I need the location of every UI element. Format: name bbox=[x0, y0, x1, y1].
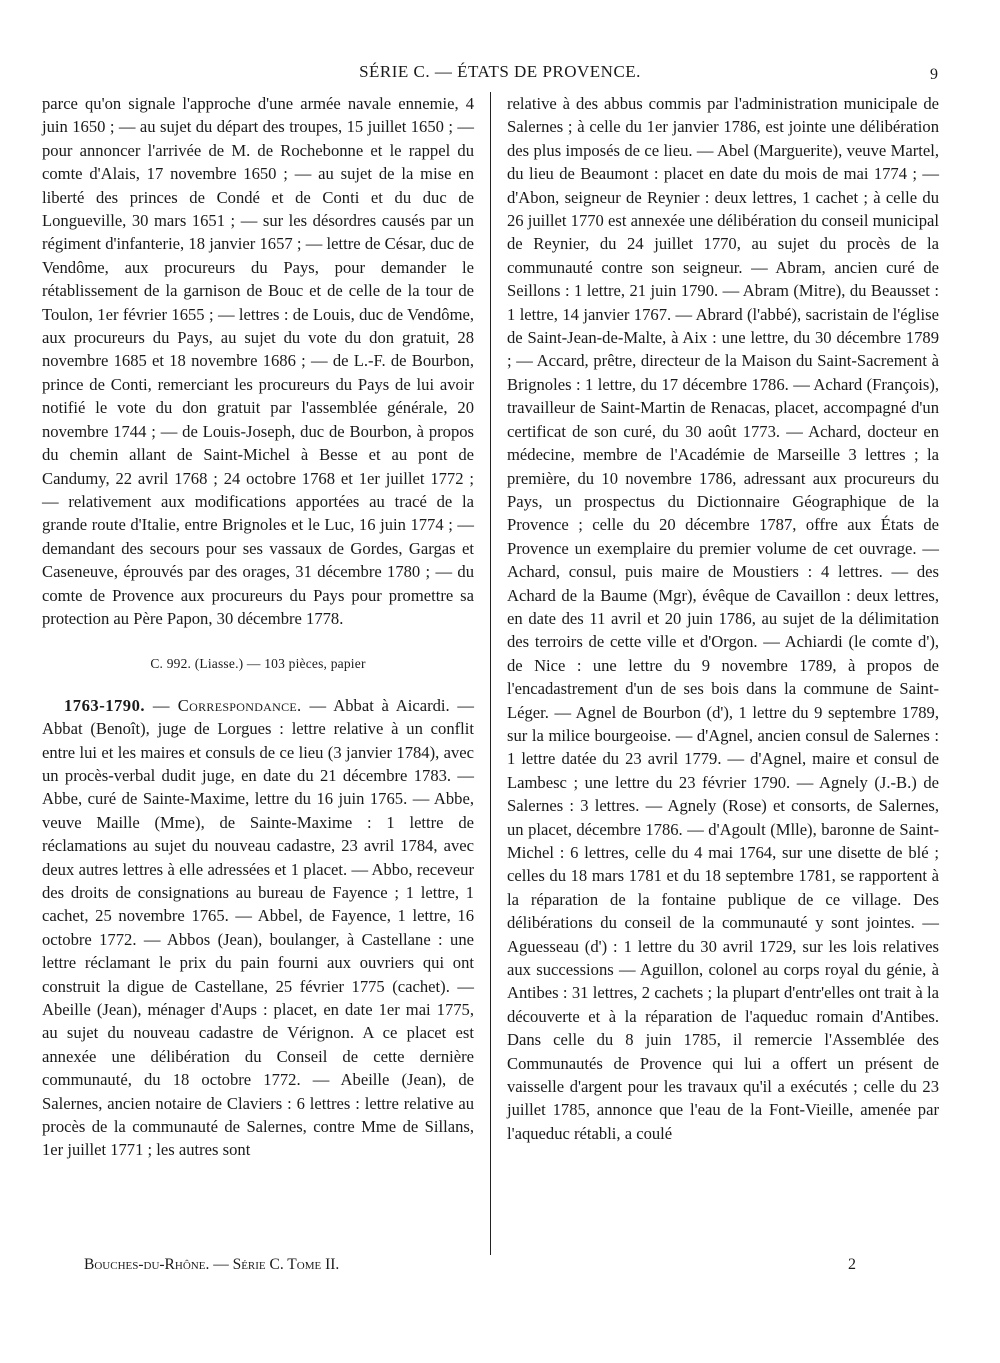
running-head bbox=[0, 62, 1000, 86]
page-footer bbox=[0, 1256, 1000, 1280]
footer-signature: Bouches-du-Rhône. — Série C. Tome II. bbox=[84, 1256, 340, 1273]
entry-text: Abbat à Aicardi. — Abbat (Benoît), juge de Lorgues : lettre relative à un conflit entre lui et les maires et consuls de ce lieu (3 janvier 1784), avec un procès-verbal dudit juge, en date du 21 décembre 1783. — Abbe, curé de Sainte-Maxime, lettre du 16 juin 1765. — Abbe, veuve Maille (Mme), de Sainte-Maxime : 1 lettre de réclamations au sujet du nouveau cadastre, 23 avril 1784, avec deux autres lettres à elle adressées et 1 placet. — Abbo, receveur des droits de consignations au bureau de Fayence ; 1 lettre, 1 cachet, 25 novembre 1765. — Abbel, de Fayence, 1 lettre, 16 octobre 1772. — Abbos (Jean), boulanger, à Castellane : une lettre réclamant le prix du pain fourni aux ouvriers qui ont construit la digue de Castellane, 25 février 1775 (cachet). — Abeille (Jean), ménager d'Aups : placet, en date 1er mai 1775, au sujet du nouveau cadastre de Vérignon. A ce placet est annexée une délibération du Conseil de cette dernière communauté, du 18 octobre 1772. — Abeille (Jean), de Salernes, ancien notaire de Claviers : 6 lettres : lettre relative au procès de la communauté de Salernes, contre Mme de Sillans, 1er juillet 1771 ; les autres sont bbox=[42, 695, 474, 1160]
page-title: SÉRIE C. — ÉTATS DE PROVENCE. bbox=[359, 62, 641, 81]
right-column bbox=[507, 92, 939, 1145]
entry-date-range: 1763-1790. bbox=[64, 695, 146, 715]
continuation-text: relative à des abbus commis par l'administration municipale de Salernes ; à celle du 1er janvier 1786, est jointe une délibération des plus imposés de ce lieu. — Abel (Marguerite), veuve Martel, du lieu de Beaumont : placet en date du mois de mai 1774 ; — d'Abon, seigneur de Reynier : deux lettres, 1 cachet ; à celle du 26 juillet 1770 est annexée une délibération du conseil municipal de Reynier, du 24 juillet 1770, au sujet du procès de la communauté contre son seigneur. — Abram, ancien curé de Seillons : 1 lettre, 21 juin 1790. — Abram (Mitre), du Beausset : 1 lettre, 14 janvier 1767. — Abrard (l'abbé), sacristain de l'église de Saint-Jean-de-Malte, à Aix : une lettre, du 30 décembre 1789 ; — Accard, prêtre, directeur de la Maison du Saint-Sacrement à Brignoles : 1 lettre, du 17 décembre 1786. — Achard (François), travailleur de Saint-Martin de Renacas, placet, accompagné d'un certificat de son curé, du 30 août 1773. — Achard, docteur en médecine, membre de l'Académie de Marseille 3 lettres ; la première, du 10 novembre 1786, adressant aux procureurs du Pays, un prospectus du Dictionnaire Géographique de la Provence ; celle du 20 décembre 1787, offre aux États de Provence un exemplaire du premier volume de cet ouvrage. — Achard, consul, puis maire de Moustiers : 4 lettres. — des Achard de la Baume (Mgr), évêque de Cavaillon : deux lettres, en date des 11 avril et 20 juin 1786, au sujet de la délimitation des terroirs de cette ville et d'Orgon. — Achiardi (le comte d'), de Nice : une lettre du 9 novembre 1789, à propos de l'encadastrement d'un de ses bois dans la commune de Saint-Léger. — Agnel de Bourbon (d'), 1 lettre du 9 septembre 1789, sur la milice bourgeoise. — d'Agnel, ancien consul de Salernes : 1 lettre datée du 23 avril 1779. — d'Agnel, maire et consul de Lambesc ; une lettre du 23 février 1790. — Agnely (J.-B.) de Salernes : 3 lettres. — Agnely (Rose) et consorts, de Salernes, un placet, décembre 1786. — d'Agoult (Mlle), baronne de Saint-Michel : 6 lettres, celle du 4 mai 1764, sur une disette de blé ; celles du 18 mars 1781 et du 18 septembre 1781, se rapportent à la réparation de la fontaine publique de ce village. Des délibérations du conseil de la communauté y sont jointes. — Aguesseau (d') : 1 lettre du 30 avril 1729, sur les lois relatives aux successions — Aguillon, colonel au corps royal du génie, à Antibes : 31 lettres, 2 cachets ; la plupart d'entr'elles ont trait à la découverte et à la réparation de l'aqueduc romain d'Antibes. Dans celle du 8 juin 1785, il remercie l'Assemblée des Communautés de Provence qui lui a offert un présent de vaisselle d'argent pour les travaux qu'il a exécutés ; celle du 23 juillet 1785, annonce que l'eau de la Font-Vieille, amenée par l'aqueduc rétabli, a coulé bbox=[507, 94, 939, 1143]
footer-sheet-number: 2 bbox=[848, 1256, 856, 1273]
page-number: 9 bbox=[930, 66, 938, 83]
column-divider bbox=[490, 92, 491, 1255]
inventory-entry bbox=[42, 694, 474, 1162]
left-column bbox=[42, 92, 474, 1162]
entry-heading: — Correspondance. — bbox=[152, 695, 327, 715]
continuation-paragraph: parce qu'on signale l'approche d'une armée navale ennemie, 4 juin 1650 ; — au sujet du départ des troupes, 15 juillet 1650 ; — pour annoncer l'arrivée de M. de Rochebonne et le rappel du comte d'Alais, 17 novembre 1650 ; — au sujet de la mise en liberté des princes de Condé et de Conti et du duc de Longueville, 30 mars 1651 ; — sur les désordres causés par un régiment d'infanterie, 18 janvier 1657 ; — lettre de César, duc de Vendôme, aux procureurs du Pays, pour demander le rétablissement de la garnison de Bouc et de celle de la tour de Toulon, 1er février 1655 ; — lettres : de Louis, duc de Vendôme, aux procureurs du Pays, au sujet du vote du don gratuit, 28 novembre 1685 et 18 novembre 1686 ; — de L.-F. de Bourbon, prince de Conti, remerciant les procureurs du Pays de lui avoir notifié le vote du don gratuit par l'assemblée générale, 20 novembre 1744 ; — de Louis-Joseph, duc de Bourbon, à propos du chemin allant de Saint-Michel à Besse et au pont de Candumy, 22 avril 1768 ; 24 octobre 1768 et 1er juillet 1772 ; — relativement aux modifications apportées au tracé de la grande route d'Italie, entre Brignoles et le Luc, 16 juin 1774 ; — demandant des secours pour ses vassaux de Gordes, Gargas et Caseneuve, éprouvés par des orages, 31 décembre 1780 ; — du comte de Provence aux procureurs du Pays pour promettre sa protection au Père Papon, 30 décembre 1778. bbox=[42, 94, 474, 628]
liasse-reference: C. 992. (Liasse.) — 103 pièces, papier bbox=[150, 656, 366, 672]
